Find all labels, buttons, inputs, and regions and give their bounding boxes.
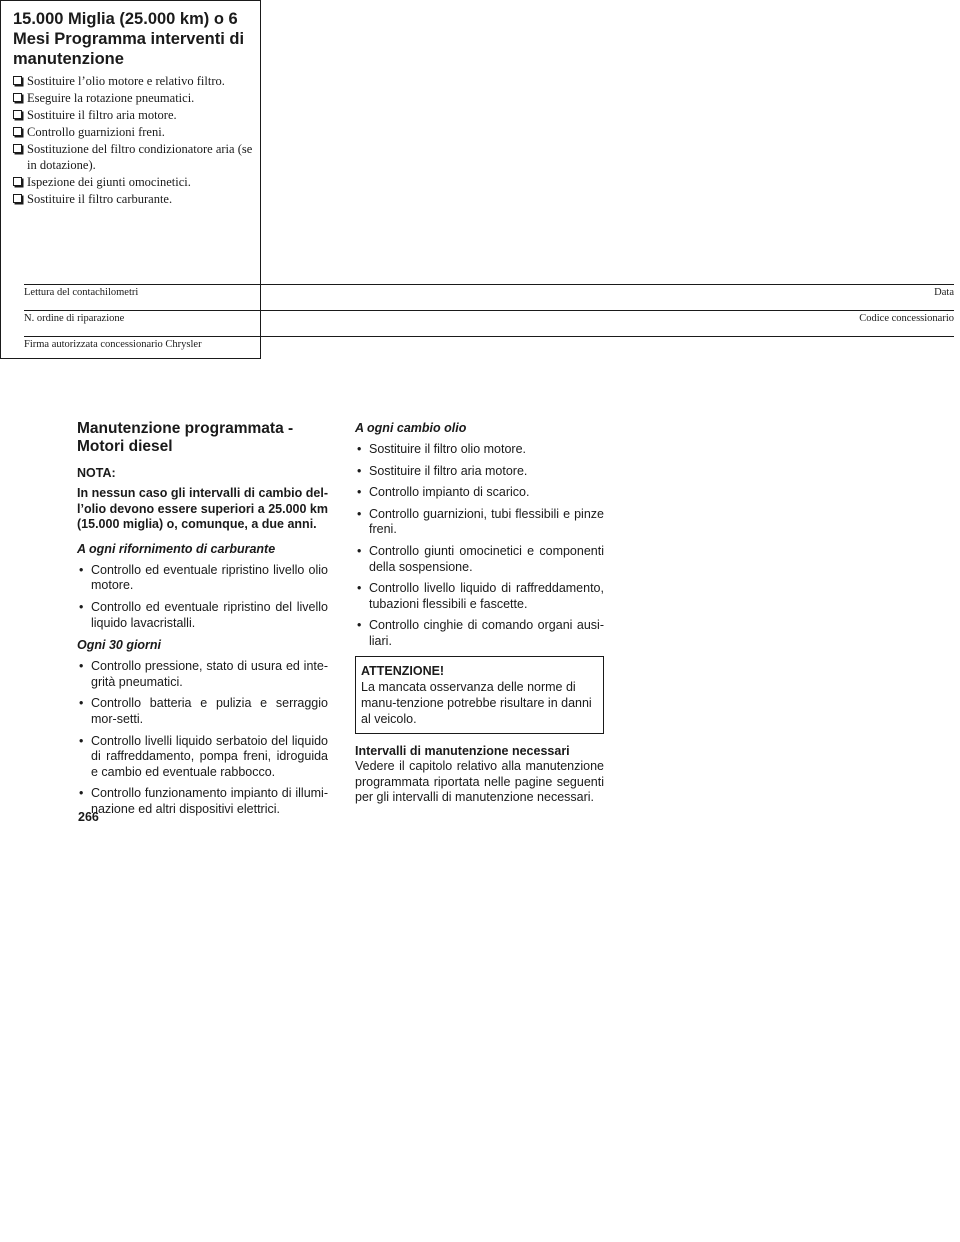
dealer-code-label: Codice concessionario bbox=[859, 313, 954, 324]
refuel-heading: A ogni rifornimento di carburante bbox=[77, 541, 276, 556]
date-label: Data bbox=[934, 287, 954, 298]
bullet-icon: • bbox=[79, 599, 84, 614]
schedule-checklist bbox=[13, 73, 254, 207]
schedule-title: 15.000 Miglia (25.000 km) o 6 Mesi Programma interventi di manutenzione bbox=[13, 10, 245, 68]
bullet-icon: • bbox=[357, 543, 362, 558]
list-item: • Controllo livello liquido di raffreddamento, tubazioni flessibili e fascette. bbox=[357, 581, 604, 611]
bullet-icon: • bbox=[79, 733, 84, 748]
list-item: • Controllo ed eventuale ripristino livello olio motore. bbox=[79, 562, 328, 593]
list-item: • Controllo livelli liquido serbatoio del liquido di raffreddamento, pompa freni, idroguida e cambio ed eventuale rabbocco. bbox=[79, 733, 328, 779]
list-item: • Sostituire il filtro olio motore. bbox=[357, 442, 527, 456]
list-item: • Controllo batteria e pulizia e serraggio mor-setti. bbox=[79, 696, 328, 726]
days30-heading: Ogni 30 giorni bbox=[77, 638, 162, 653]
checklist-item: Sostituzione del filtro condizionatore aria (se in dotazione). bbox=[13, 141, 254, 173]
warning-box bbox=[355, 656, 604, 734]
bullet-icon: • bbox=[357, 506, 362, 521]
note-label: NOTA: bbox=[77, 466, 116, 480]
bullet-icon: • bbox=[79, 786, 84, 801]
intervals-text: Vedere il capitolo relativo alla manutenzione programmata riportata nelle pagine seguenti per gli intervalli di manutenzione necessari. bbox=[355, 759, 604, 805]
bullet-icon: • bbox=[79, 659, 84, 674]
warning-title: ATTENZIONE! bbox=[361, 663, 445, 678]
left-column bbox=[77, 420, 328, 824]
odometer-signature-line bbox=[24, 284, 954, 298]
bullet-icon: • bbox=[79, 562, 84, 577]
list-item: • Controllo cinghie di comando organi ausi-liari. bbox=[357, 618, 604, 648]
checklist-item: Sostituire il filtro carburante. bbox=[13, 191, 254, 207]
order-signature-line bbox=[24, 310, 954, 324]
checkbox-icon bbox=[13, 194, 22, 203]
repair-order-label: N. ordine di riparazione bbox=[24, 313, 125, 324]
checklist-item: Sostituire il filtro aria motore. bbox=[13, 107, 254, 123]
bullet-icon: • bbox=[357, 618, 362, 633]
odometer-label: Lettura del contachilometri bbox=[24, 287, 139, 298]
checkbox-icon bbox=[13, 76, 22, 85]
oil-change-list bbox=[355, 442, 604, 650]
bullet-icon: • bbox=[357, 442, 362, 456]
days30-list bbox=[77, 659, 328, 817]
list-item: • Controllo funzionamento impianto di illumi-nazione ed altri dispositivi elettrici. bbox=[79, 786, 328, 816]
bullet-icon: • bbox=[357, 485, 362, 500]
checkbox-icon bbox=[13, 93, 22, 102]
middle-column bbox=[355, 420, 604, 806]
note-text: In nessun caso gli intervalli di cambio del-l’olio devono essere superiori a 25.000 km (15.000 miglia) o, comunque, a due anni. bbox=[77, 486, 328, 532]
refuel-list bbox=[77, 563, 328, 631]
warning-text: La mancata osservanza delle norme di manu-tenzione potrebbe risultare in danni al veicolo. bbox=[361, 679, 592, 726]
list-item: • Controllo giunti omocinetici e componenti della sospensione. bbox=[357, 543, 604, 574]
checklist-item: Controllo guarnizioni freni. bbox=[13, 124, 254, 140]
list-item: • Sostituire il filtro aria motore. bbox=[357, 463, 528, 478]
checklist-item: Sostituire l’olio motore e relativo filtro. bbox=[13, 73, 254, 89]
intervals-heading: Intervalli di manutenzione necessari bbox=[355, 743, 570, 758]
bullet-icon: • bbox=[357, 463, 362, 478]
dealer-signature-label: Firma autorizzata concessionario Chrysler bbox=[24, 339, 202, 350]
checkbox-icon bbox=[13, 110, 22, 119]
checkbox-icon bbox=[13, 144, 22, 153]
bullet-icon: • bbox=[357, 581, 362, 596]
list-item: • Controllo guarnizioni, tubi flessibili e pinze freni. bbox=[357, 506, 604, 537]
checkbox-icon bbox=[13, 177, 22, 186]
oil-change-heading: A ogni cambio olio bbox=[355, 421, 467, 435]
maintenance-schedule-card bbox=[0, 0, 954, 359]
list-item: • Controllo impianto di scarico. bbox=[357, 485, 530, 500]
list-item: • Controllo pressione, stato di usura ed inte-grità pneumatici. bbox=[79, 659, 328, 689]
checkbox-icon bbox=[13, 127, 22, 136]
bullet-icon: • bbox=[79, 696, 84, 711]
checklist-item: Ispezione dei giunti omocinetici. bbox=[13, 174, 254, 190]
dealer-signature-line bbox=[24, 336, 954, 350]
checklist-item: Eseguire la rotazione pneumatici. bbox=[13, 90, 254, 106]
list-item: • Controllo ed eventuale ripristino del livello liquido lavacristalli. bbox=[79, 599, 328, 630]
section-title: Manutenzione programmata - Motori diesel bbox=[77, 420, 294, 455]
page-number: 266 bbox=[78, 810, 99, 824]
